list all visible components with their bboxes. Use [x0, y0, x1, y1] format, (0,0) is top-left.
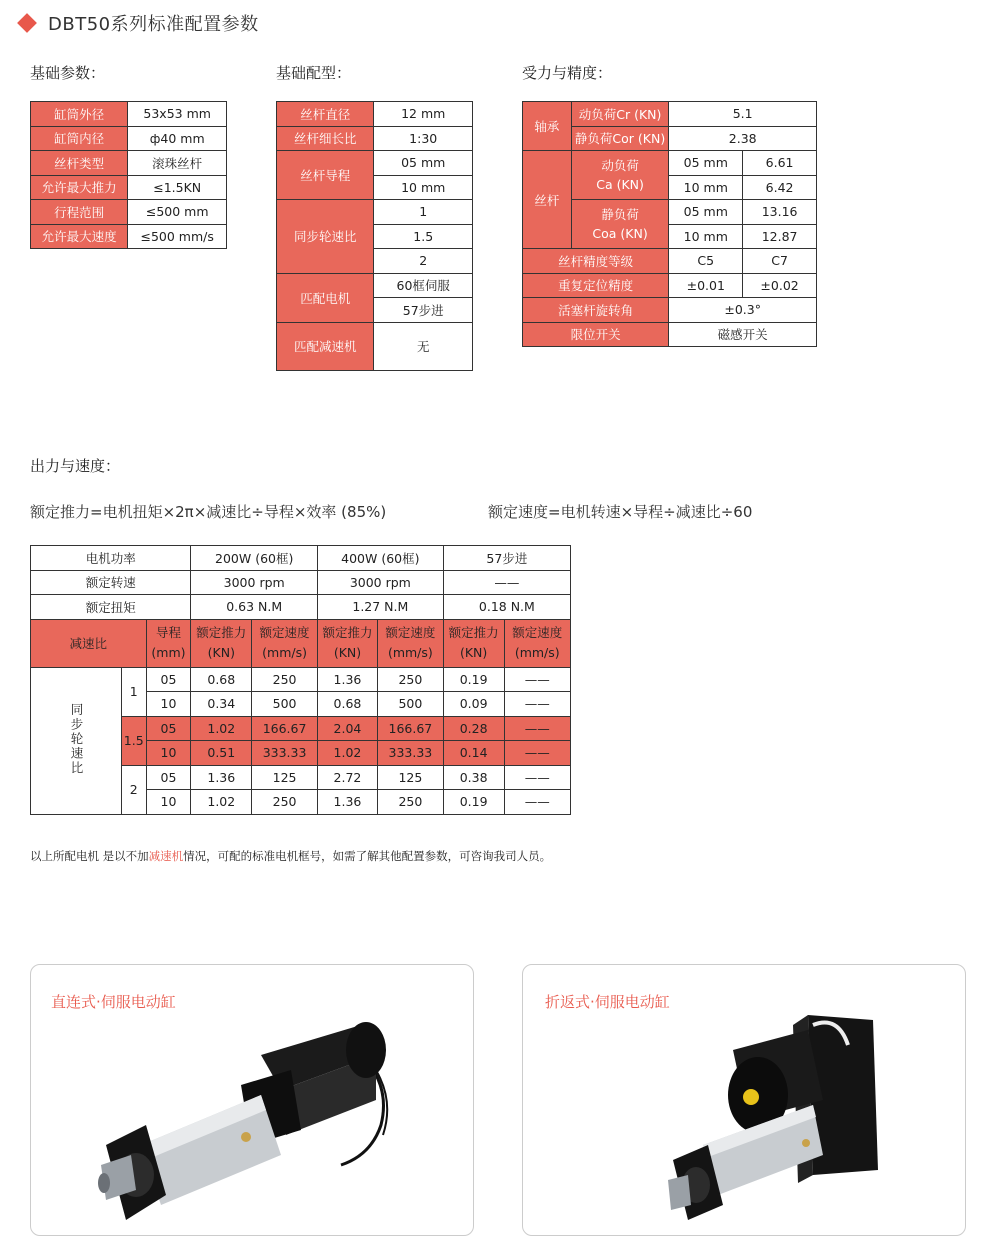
config-value: 2: [374, 249, 473, 274]
config-label: 匹配电机: [277, 273, 374, 322]
title-diamond-icon: [17, 13, 37, 33]
param-value: ≤500 mm: [128, 200, 227, 225]
footnote-text: 以上所配电机 是以不加: [30, 849, 149, 863]
motor-torque: 0.18 N.M: [443, 595, 570, 620]
value-cell: 0.38: [443, 765, 504, 790]
limit-switch-label: 限位开关: [523, 322, 669, 347]
output-speed-table: [30, 545, 571, 815]
param-value: ф40 mm: [128, 126, 227, 151]
footnote-highlight: 减速机: [148, 849, 184, 863]
value-cell: 0.68: [317, 692, 377, 717]
rotation-angle-value: ±0.3°: [669, 298, 817, 323]
param-row: [31, 175, 227, 200]
config-value: 57步进: [374, 298, 473, 323]
value-cell: 0.68: [191, 667, 252, 692]
motor-name: 400W (60框): [317, 546, 443, 571]
thrust-formula: 额定推力=电机扭矩×2π×减速比÷导程×效率 (85%): [30, 503, 387, 521]
value-cell: 250: [252, 790, 318, 815]
value-cell: 0.28: [443, 716, 504, 741]
value-cell: 1.36: [317, 667, 377, 692]
lead-cell: 05: [146, 765, 191, 790]
config-label: 丝杆细长比: [277, 126, 374, 151]
precision-grade-value: C7: [743, 249, 817, 274]
product-card-direct[interactable]: [30, 964, 474, 1236]
param-value: ≤1.5KN: [128, 175, 227, 200]
value-cell: 0.19: [443, 667, 504, 692]
param-label: 丝杆类型: [31, 151, 128, 176]
value-cell: ——: [504, 716, 570, 741]
motor-name: 57步进: [443, 546, 570, 571]
value-cell: 125: [378, 765, 444, 790]
product-card-folded[interactable]: [522, 964, 966, 1236]
speed-formula: 额定速度=电机转速×导程÷减速比÷60: [488, 503, 753, 521]
value-cell: 166.67: [378, 716, 444, 741]
ratio-cell: 1.5: [122, 716, 147, 765]
col-speed: 额定速度 (mm/s): [252, 619, 318, 667]
lead-cell: 10 mm: [669, 175, 743, 200]
motor-torque: 1.27 N.M: [317, 595, 443, 620]
screw-label: 丝杆: [523, 151, 572, 249]
param-label: 允许最大速度: [31, 224, 128, 249]
config-value: 10 mm: [374, 175, 473, 200]
value-cell: 125: [252, 765, 318, 790]
rated-torque-label: 额定扭矩: [31, 595, 191, 620]
lead-cell: 05 mm: [669, 200, 743, 225]
param-row: [31, 224, 227, 249]
value-cell: 2.72: [317, 765, 377, 790]
value-cell: 0.34: [191, 692, 252, 717]
value-cell: ——: [504, 790, 570, 815]
section-force-precision: 受力与精度：: [522, 64, 613, 82]
basic-config-table: [276, 101, 473, 371]
rated-speed-label: 额定转速: [31, 570, 191, 595]
repeat-precision-label: 重复定位精度: [523, 273, 669, 298]
page-title: DBT50系列标准配置参数: [48, 14, 259, 35]
basic-params-table: [30, 101, 227, 249]
force-precision-table: [522, 101, 817, 347]
value-cell: ——: [504, 765, 570, 790]
value-cell: 1.02: [191, 790, 252, 815]
motor-name: 200W (60框): [191, 546, 318, 571]
value-cell: 500: [252, 692, 318, 717]
value-cell: 0.51: [191, 741, 252, 766]
lead-cell: 05: [146, 716, 191, 741]
col-speed: 额定速度 (mm/s): [378, 619, 444, 667]
bearing-label: 轴承: [523, 102, 572, 151]
value-cell: 1.36: [191, 765, 252, 790]
precision-grade-label: 丝杆精度等级: [523, 249, 669, 274]
value-cell: ——: [504, 692, 570, 717]
value-cell: ——: [504, 667, 570, 692]
limit-switch-value: 磁感开关: [669, 322, 817, 347]
value-cell: 333.33: [252, 741, 318, 766]
col-lead: 导程 (mm): [146, 619, 191, 667]
value-cell: 250: [378, 790, 444, 815]
param-row: [31, 151, 227, 176]
col-thrust: 额定推力 (KN): [191, 619, 252, 667]
config-value: 12 mm: [374, 102, 473, 127]
bearing-dynamic-label: 动负荷Cr (KN): [571, 102, 669, 127]
repeat-precision-value: ±0.01: [669, 273, 743, 298]
config-label: 丝杆直径: [277, 102, 374, 127]
ratio-cell: 2: [122, 765, 147, 814]
footnote: [30, 848, 551, 864]
param-label: 允许最大推力: [31, 175, 128, 200]
bearing-static-label: 静负荷Cor (KN): [571, 126, 669, 151]
param-label: 行程范围: [31, 200, 128, 225]
config-label: 同步轮速比: [277, 200, 374, 274]
footnote-text: 情况，可配的标准电机框号，如需了解其他配置参数，可咨询我司人员。: [183, 849, 552, 863]
motor-power-label: 电机功率: [31, 546, 191, 571]
value-cell: 1.36: [317, 790, 377, 815]
rotation-angle-label: 活塞杆旋转角: [523, 298, 669, 323]
config-value: 60框伺服: [374, 273, 473, 298]
value-cell: 166.67: [252, 716, 318, 741]
value-cell: 500: [378, 692, 444, 717]
col-thrust: 额定推力 (KN): [443, 619, 504, 667]
param-label: 缸筒外径: [31, 102, 128, 127]
value-cell: 250: [378, 667, 444, 692]
value-cell: 0.19: [443, 790, 504, 815]
load-value: 6.61: [743, 151, 817, 176]
lead-cell: 10: [146, 790, 191, 815]
lead-cell: 10: [146, 692, 191, 717]
config-value: 1.5: [374, 224, 473, 249]
lead-cell: 10: [146, 741, 191, 766]
value-cell: 0.09: [443, 692, 504, 717]
value-cell: 0.14: [443, 741, 504, 766]
config-value: 1: [374, 200, 473, 225]
col-speed: 额定速度 (mm/s): [504, 619, 570, 667]
motor-rpm: 3000 rpm: [191, 570, 318, 595]
direct-actuator-image: [91, 1015, 421, 1230]
lead-cell: 05: [146, 667, 191, 692]
bearing-dynamic-value: 5.1: [669, 102, 817, 127]
precision-grade-value: C5: [669, 249, 743, 274]
param-value: 滚珠丝杆: [128, 151, 227, 176]
folded-actuator-image: [663, 1005, 903, 1225]
param-value: ≤500 mm/s: [128, 224, 227, 249]
value-cell: 250: [252, 667, 318, 692]
param-row: [31, 126, 227, 151]
config-value: 1:30: [374, 126, 473, 151]
screw-dynamic-label: 动负荷 Ca (KN): [571, 151, 669, 200]
load-value: 12.87: [743, 224, 817, 249]
section-basic-config: 基础配型：: [276, 64, 352, 82]
card-title: 折返式·伺服电动缸: [545, 993, 670, 1011]
value-cell: 333.33: [378, 741, 444, 766]
load-value: 13.16: [743, 200, 817, 225]
value-cell: 2.04: [317, 716, 377, 741]
load-value: 6.42: [743, 175, 817, 200]
config-label: 丝杆导程: [277, 151, 374, 200]
repeat-precision-value: ±0.02: [743, 273, 817, 298]
value-cell: ——: [504, 741, 570, 766]
section-output-speed: 出力与速度：: [30, 457, 121, 475]
config-value: 无: [374, 322, 473, 370]
screw-static-label: 静负荷 Coa (KN): [571, 200, 669, 249]
param-label: 缸筒内径: [31, 126, 128, 151]
col-ratio: 减速比: [31, 619, 147, 667]
card-title: 直连式·伺服电动缸: [51, 993, 176, 1011]
sync-ratio-label: [31, 667, 122, 814]
config-label: 匹配减速机: [277, 322, 374, 370]
motor-rpm: ——: [443, 570, 570, 595]
motor-rpm: 3000 rpm: [317, 570, 443, 595]
ratio-cell: 1: [122, 667, 147, 716]
motor-torque: 0.63 N.M: [191, 595, 318, 620]
bearing-static-value: 2.38: [669, 126, 817, 151]
section-basic-params: 基础参数：: [30, 64, 106, 82]
value-cell: 1.02: [191, 716, 252, 741]
lead-cell: 05 mm: [669, 151, 743, 176]
param-value: 53x53 mm: [128, 102, 227, 127]
table-row: [31, 667, 571, 692]
param-row: [31, 200, 227, 225]
config-value: 05 mm: [374, 151, 473, 176]
lead-cell: 10 mm: [669, 224, 743, 249]
param-row: [31, 102, 227, 127]
sync-ratio-text: 同步轮速比: [69, 702, 84, 776]
value-cell: 1.02: [317, 741, 377, 766]
col-thrust: 额定推力 (KN): [317, 619, 377, 667]
